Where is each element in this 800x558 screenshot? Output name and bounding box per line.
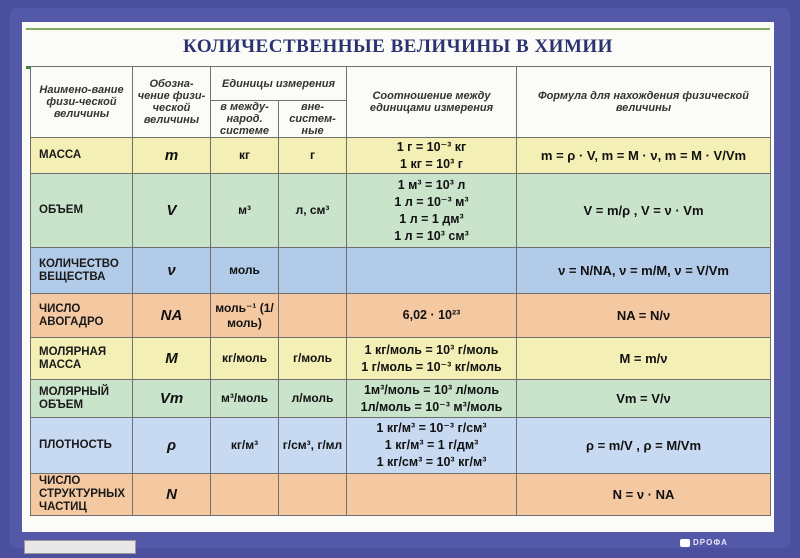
relation-line: 1л/моль = 10⁻³ м³/моль xyxy=(360,399,503,414)
cell-si-unit xyxy=(211,474,279,516)
product-label xyxy=(24,540,136,554)
table-row xyxy=(31,294,771,338)
cell-formula: Vm = V/ν xyxy=(517,380,771,418)
cell-formula: ρ = m/V , ρ = M/Vm xyxy=(517,418,771,474)
publisher-name: DPOФA xyxy=(693,538,728,547)
table-row xyxy=(31,338,771,380)
cell-non-si-unit: г/моль xyxy=(279,338,347,380)
cell-si-unit: м³ xyxy=(211,174,279,248)
cell-name: МОЛЯРНАЯ МАССА xyxy=(31,338,133,380)
cell-symbol: V xyxy=(133,174,211,248)
cell-relation xyxy=(347,138,517,174)
cell-name: ПЛОТНОСТЬ xyxy=(31,418,133,474)
cell-si-unit: кг/моль xyxy=(211,338,279,380)
header-symbol: Обозна-чение физи-ческой величины xyxy=(133,67,211,138)
table-row xyxy=(31,380,771,418)
publisher-logo xyxy=(680,538,728,547)
relation-line: 6,02 · 10²³ xyxy=(402,308,461,322)
cell-formula: M = m/ν xyxy=(517,338,771,380)
cell-formula: m = ρ · V, m = M · ν, m = M · V/Vm xyxy=(517,138,771,174)
cell-relation xyxy=(347,294,517,338)
cell-symbol: NA xyxy=(133,294,211,338)
cell-name: КОЛИЧЕСТВО ВЕЩЕСТВА xyxy=(31,248,133,294)
cell-formula: V = m/ρ , V = ν · Vm xyxy=(517,174,771,248)
cell-name: ЧИСЛО АВОГАДРО xyxy=(31,294,133,338)
cell-non-si-unit xyxy=(279,248,347,294)
relation-line: 1 кг = 10³ г xyxy=(400,156,463,171)
header-name: Наимено-вание физи-ческой величины xyxy=(31,67,133,138)
publisher-icon xyxy=(680,539,690,547)
header-non-si: вне-систем-ные xyxy=(279,101,347,138)
cell-relation xyxy=(347,474,517,516)
relation-line: 1 кг/моль = 10³ г/моль xyxy=(364,342,499,357)
cell-name: МАССА xyxy=(31,138,133,174)
cell-name: ЧИСЛО СТРУКТУРНЫХ ЧАСТИЦ xyxy=(31,474,133,516)
cell-symbol: m xyxy=(133,138,211,174)
relation-line: 1 м³ = 10³ л xyxy=(397,177,466,192)
cell-non-si-unit: г/см³, г/мл xyxy=(279,418,347,474)
cell-si-unit: моль xyxy=(211,248,279,294)
cell-relation xyxy=(347,380,517,418)
header-formula: Формула для нахождения физической величины xyxy=(517,67,771,138)
page-title: КОЛИЧЕСТВЕННЫЕ ВЕЛИЧИНЫ В ХИМИИ xyxy=(26,28,770,69)
cell-non-si-unit: г xyxy=(279,138,347,174)
table-row xyxy=(31,418,771,474)
cell-si-unit: кг/м³ xyxy=(211,418,279,474)
cell-symbol: ρ xyxy=(133,418,211,474)
cell-si-unit: моль⁻¹ (1/моль) xyxy=(211,294,279,338)
table-row xyxy=(31,174,771,248)
cell-relation xyxy=(347,248,517,294)
quantities-table xyxy=(30,66,771,516)
relation-line: 1 л = 1 дм³ xyxy=(399,211,464,226)
cell-formula: ν = N/NA, ν = m/M, ν = V/Vm xyxy=(517,248,771,294)
cell-formula: NA = N/ν xyxy=(517,294,771,338)
cell-name: МОЛЯРНЫЙ ОБЪЕМ xyxy=(31,380,133,418)
relation-line: 1 г/моль = 10⁻³ кг/моль xyxy=(361,359,502,374)
cell-symbol: ν xyxy=(133,248,211,294)
cell-name: ОБЪЕМ xyxy=(31,174,133,248)
relation-line: 1 л = 10⁻³ м³ xyxy=(394,194,469,209)
cell-formula: N = ν · NA xyxy=(517,474,771,516)
header-relation: Соотношение между единицами измерения xyxy=(347,67,517,138)
cell-relation xyxy=(347,418,517,474)
relation-line: 1 кг/м³ = 10⁻³ г/см³ xyxy=(376,421,487,435)
relation-line: 1 кг/см³ = 10³ кг/м³ xyxy=(376,455,487,469)
table-row xyxy=(31,248,771,294)
relation-line: 1м³/моль = 10³ л/моль xyxy=(363,382,500,397)
header-units: Единицы измерения xyxy=(211,67,347,101)
cell-si-unit: м³/моль xyxy=(211,380,279,418)
table-row xyxy=(31,138,771,174)
cell-symbol: N xyxy=(133,474,211,516)
cell-non-si-unit: л/моль xyxy=(279,380,347,418)
cell-symbol: M xyxy=(133,338,211,380)
cell-si-unit: кг xyxy=(211,138,279,174)
relation-line: 1 кг/м³ = 1 г/дм³ xyxy=(384,438,479,452)
cell-symbol: Vm xyxy=(133,380,211,418)
cell-non-si-unit xyxy=(279,474,347,516)
cell-relation xyxy=(347,174,517,248)
cell-relation xyxy=(347,338,517,380)
relation-line: 1 л = 10³ см³ xyxy=(394,228,469,243)
cell-non-si-unit: л, см³ xyxy=(279,174,347,248)
cell-non-si-unit xyxy=(279,294,347,338)
table-row xyxy=(31,474,771,516)
relation-line: 1 г = 10⁻³ кг xyxy=(396,139,467,154)
header-si: в между-народ. системе xyxy=(211,101,279,138)
